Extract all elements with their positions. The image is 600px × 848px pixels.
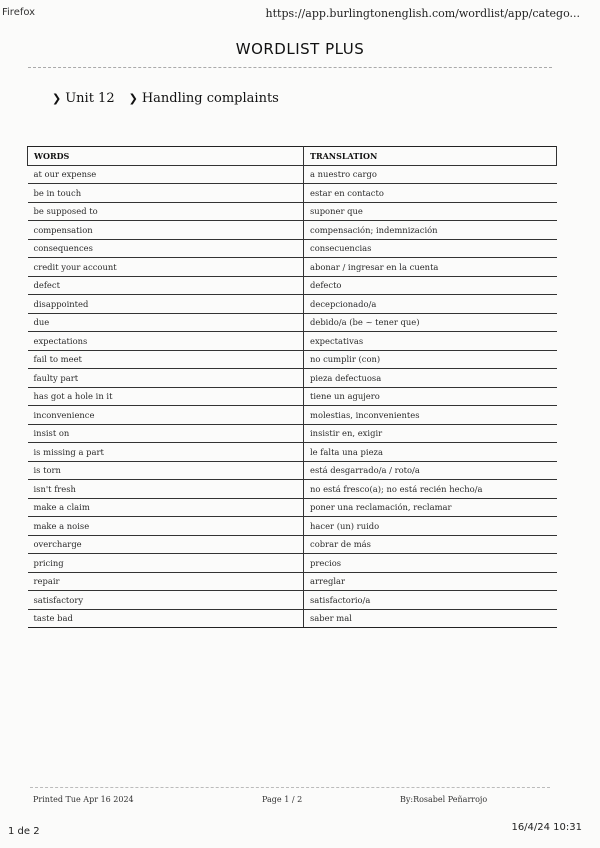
translation-cell: a nuestro cargo <box>304 165 557 184</box>
table-row <box>28 591 557 610</box>
translation-cell: le falta una pieza <box>304 443 557 462</box>
word-cell: insist on <box>28 424 304 443</box>
word-cell: is torn <box>28 461 304 480</box>
table-row <box>28 387 557 406</box>
word-cell: pricing <box>28 554 304 573</box>
print-datetime: 16/4/24 10:31 <box>511 822 582 833</box>
translation-cell: decepcionado/a <box>304 295 557 314</box>
translation-cell: debido/a (be ~ tener que) <box>304 313 557 332</box>
word-cell: has got a hole in it <box>28 387 304 406</box>
table-row <box>28 202 557 221</box>
translation-cell: no cumplir (con) <box>304 350 557 369</box>
table-row <box>28 313 557 332</box>
breadcrumb-topic[interactable]: Handling complaints <box>141 91 279 106</box>
translation-cell: estar en contacto <box>304 184 557 203</box>
table-row <box>28 369 557 388</box>
page-number: Page 1 / 2 <box>262 795 303 804</box>
translation-cell: suponer que <box>304 202 557 221</box>
word-cell: compensation <box>28 221 304 240</box>
word-cell: faulty part <box>28 369 304 388</box>
word-cell: due <box>28 313 304 332</box>
header-translation: TRANSLATION <box>304 147 557 166</box>
footer-divider <box>30 787 550 788</box>
translation-cell: molestias, inconvenientes <box>304 406 557 425</box>
table-row <box>28 572 557 591</box>
author: By:Rosabel Peñarrojo <box>400 795 488 804</box>
word-cell: disappointed <box>28 295 304 314</box>
translation-cell: está desgarrado/a / roto/a <box>304 461 557 480</box>
table-row <box>28 480 557 499</box>
word-cell: consequences <box>28 239 304 258</box>
word-cell: overcharge <box>28 535 304 554</box>
sheet-count: 1 de 2 <box>8 826 40 837</box>
word-cell: make a noise <box>28 517 304 536</box>
word-cell: fail to meet <box>28 350 304 369</box>
word-cell: repair <box>28 572 304 591</box>
title-divider <box>28 67 552 68</box>
table-row <box>28 258 557 277</box>
translation-cell: satisfactorio/a <box>304 591 557 610</box>
table-row <box>28 498 557 517</box>
word-cell: credit your account <box>28 258 304 277</box>
word-cell: is missing a part <box>28 443 304 462</box>
word-cell: defect <box>28 276 304 295</box>
table-header-row <box>28 147 557 166</box>
word-cell: isn't fresh <box>28 480 304 499</box>
word-cell: expectations <box>28 332 304 351</box>
translation-cell: no está fresco(a); no está recién hecho/a <box>304 480 557 499</box>
translation-cell: arreglar <box>304 572 557 591</box>
table-row <box>28 276 557 295</box>
translation-cell: poner una reclamación, reclamar <box>304 498 557 517</box>
breadcrumb-unit[interactable]: Unit 12 <box>65 91 115 106</box>
translation-cell: abonar / ingresar en la cuenta <box>304 258 557 277</box>
translation-cell: defecto <box>304 276 557 295</box>
breadcrumb <box>52 91 279 106</box>
page-url: https://app.burlingtonenglish.com/wordlist/app/catego... <box>265 7 580 20</box>
word-cell: be in touch <box>28 184 304 203</box>
translation-cell: expectativas <box>304 332 557 351</box>
table-row <box>28 406 557 425</box>
printed-date: Printed Tue Apr 16 2024 <box>33 795 134 804</box>
table-row <box>28 295 557 314</box>
word-cell: satisfactory <box>28 591 304 610</box>
header-words: WORDS <box>28 147 304 166</box>
word-cell: make a claim <box>28 498 304 517</box>
translation-cell: consecuencias <box>304 239 557 258</box>
translation-cell: saber mal <box>304 609 557 628</box>
browser-name: Firefox <box>2 7 36 18</box>
translation-cell: hacer (un) ruido <box>304 517 557 536</box>
table-row <box>28 535 557 554</box>
chevron-right-icon: ❯ <box>128 92 138 105</box>
translation-cell: compensación; indemnización <box>304 221 557 240</box>
table-row <box>28 350 557 369</box>
table-row <box>28 517 557 536</box>
table-row <box>28 165 557 184</box>
table-row <box>28 221 557 240</box>
chevron-right-icon: ❯ <box>52 92 62 105</box>
table-row <box>28 461 557 480</box>
table-row <box>28 332 557 351</box>
translation-cell: tiene un agujero <box>304 387 557 406</box>
table-row <box>28 239 557 258</box>
table-row <box>28 424 557 443</box>
wordlist-table <box>27 146 557 628</box>
table-row <box>28 609 557 628</box>
translation-cell: pieza defectuosa <box>304 369 557 388</box>
word-cell: at our expense <box>28 165 304 184</box>
table-row <box>28 554 557 573</box>
word-cell: taste bad <box>28 609 304 628</box>
word-cell: be supposed to <box>28 202 304 221</box>
table-row <box>28 184 557 203</box>
translation-cell: cobrar de más <box>304 535 557 554</box>
page-title: WORDLIST PLUS <box>235 40 365 58</box>
word-cell: inconvenience <box>28 406 304 425</box>
translation-cell: precios <box>304 554 557 573</box>
table-row <box>28 443 557 462</box>
translation-cell: insistir en, exigir <box>304 424 557 443</box>
